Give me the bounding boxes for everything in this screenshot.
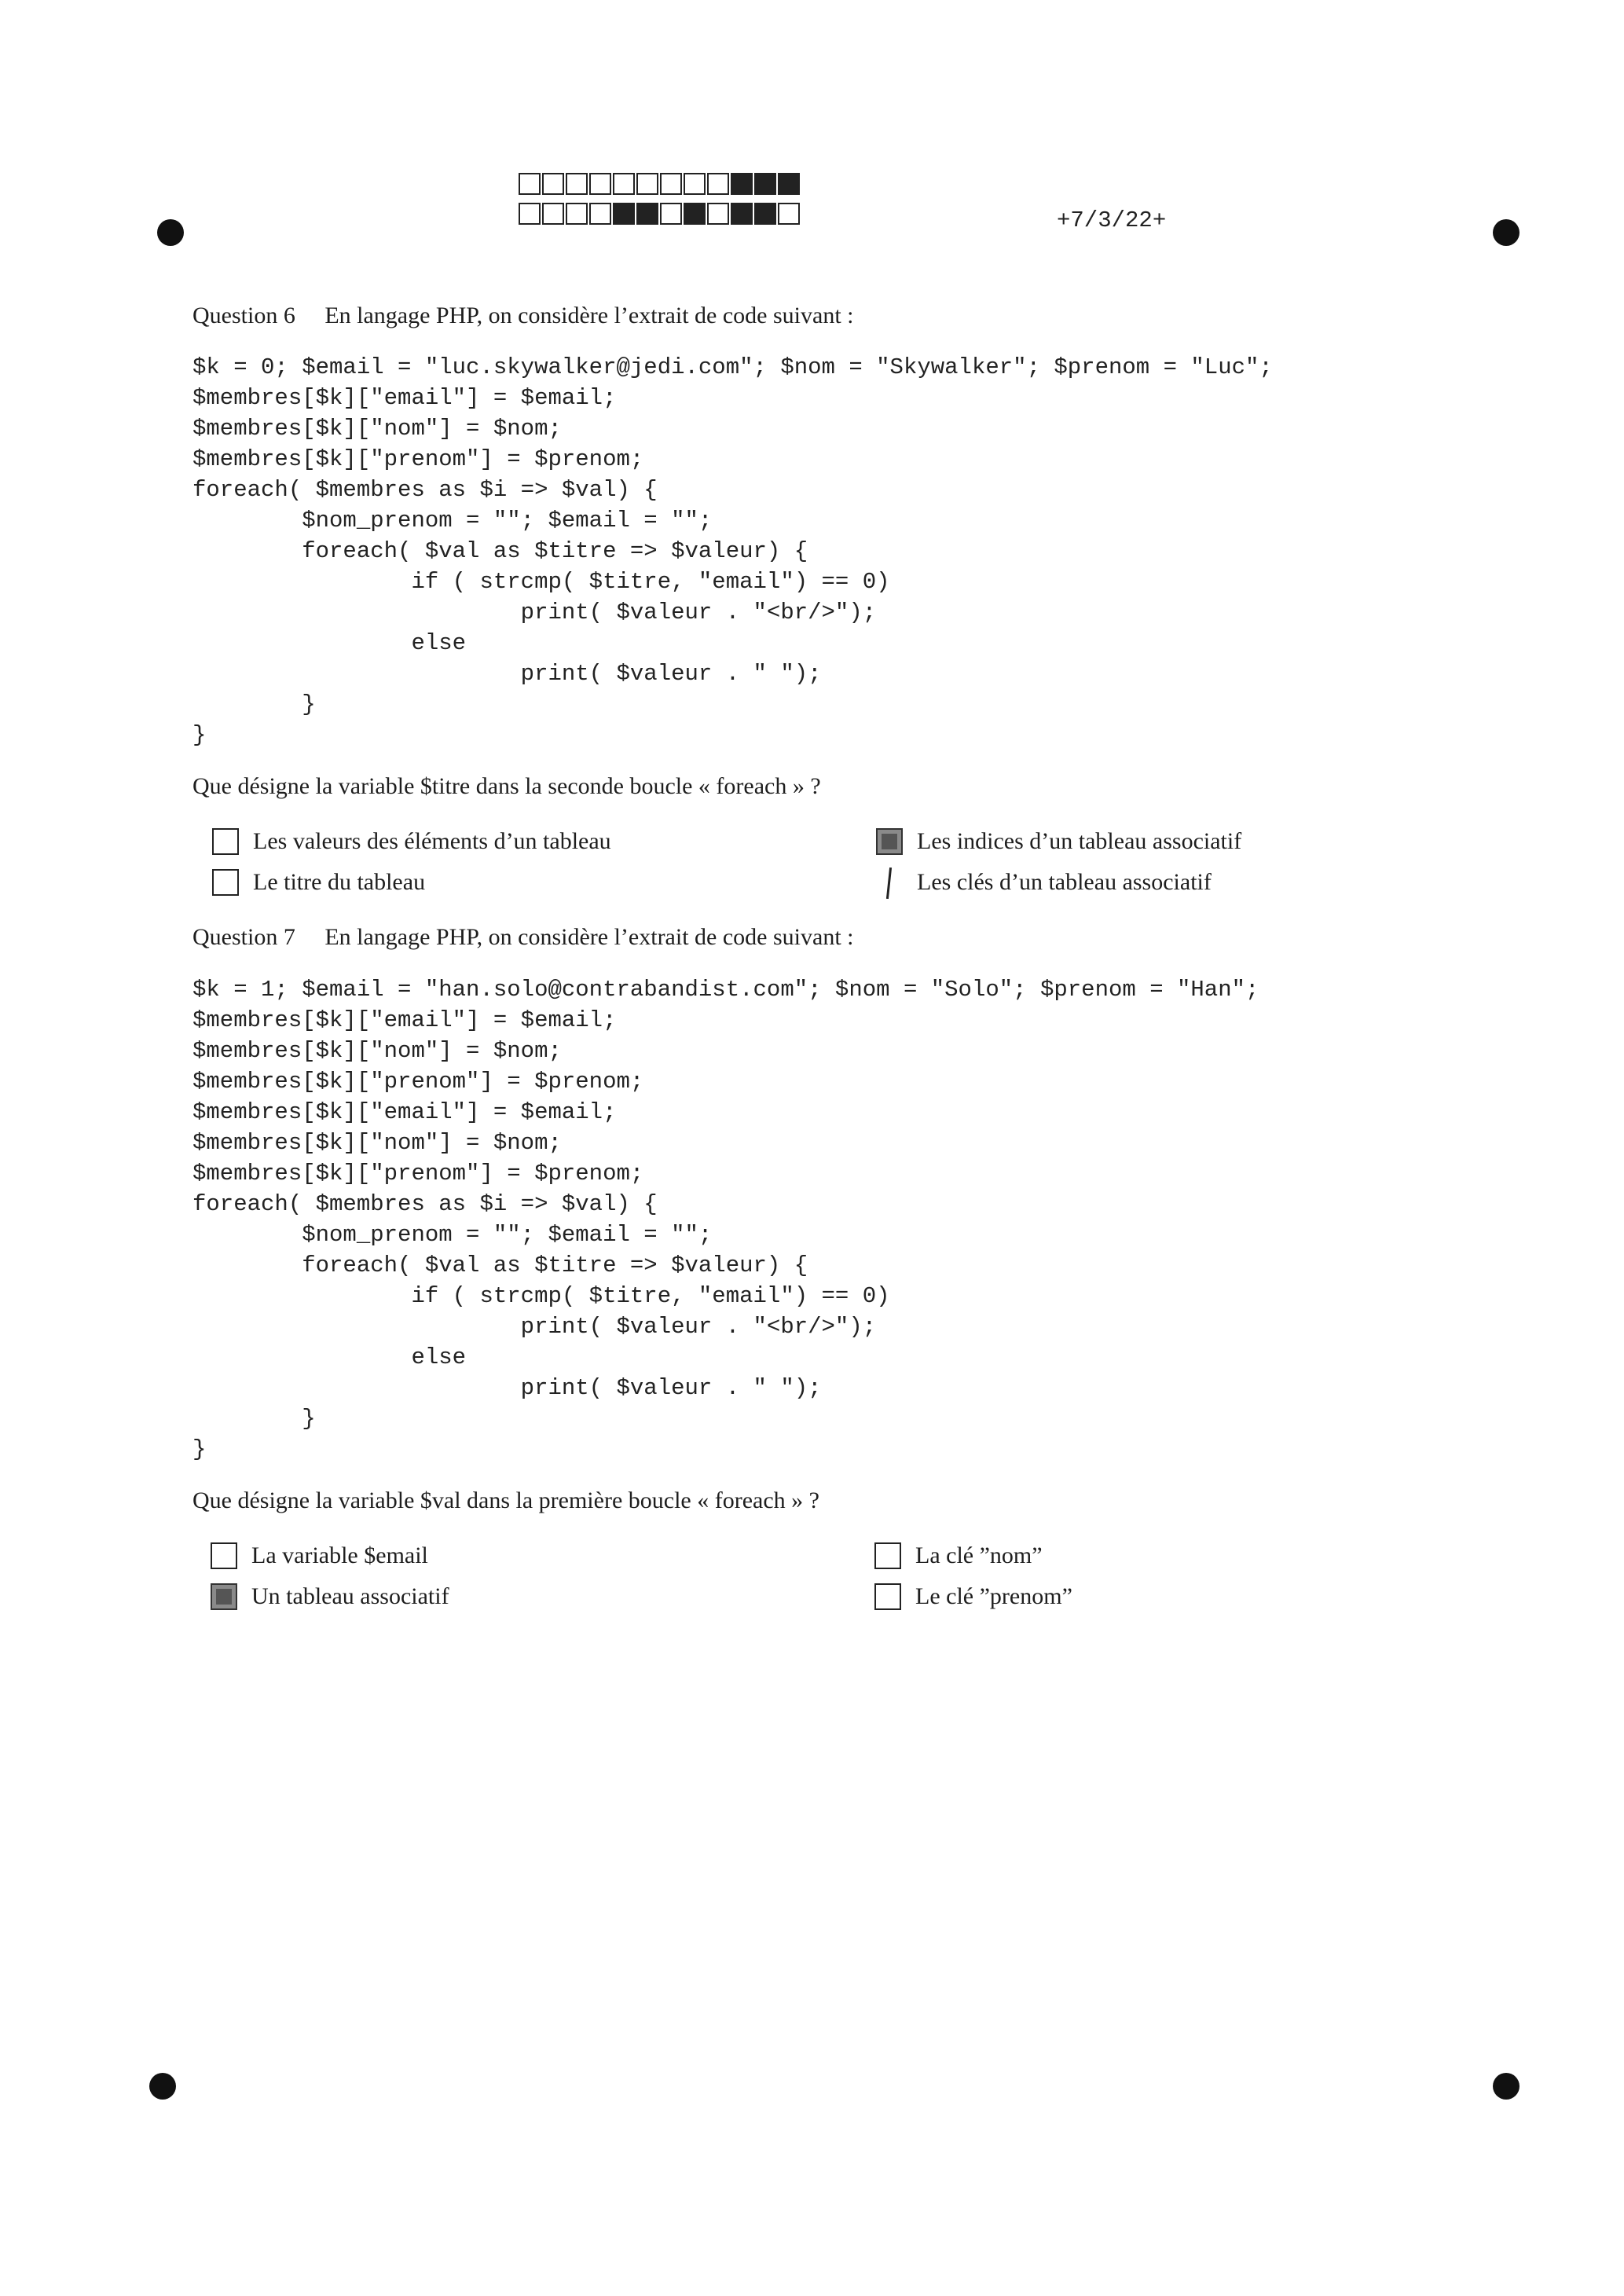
barcode-cell [566, 203, 588, 225]
checkbox[interactable] [211, 1583, 237, 1610]
checkbox[interactable] [211, 1542, 237, 1569]
question-7-choice-b[interactable] [874, 1542, 1043, 1569]
barcode-cell [707, 203, 729, 225]
choice-label: Un tableau associatif [251, 1583, 449, 1609]
question-6-title [192, 303, 853, 329]
question-6-choice-b[interactable] [876, 828, 1241, 855]
barcode-top-row [519, 173, 801, 195]
checkbox[interactable] [874, 1542, 901, 1569]
choice-label: Les indices d’un tableau associatif [917, 828, 1242, 854]
checkbox[interactable] [876, 869, 903, 896]
barcode-cell [519, 203, 541, 225]
question-7-number: Question 7 [192, 924, 295, 950]
registration-dot-top-right [1493, 219, 1520, 246]
question-7-title [192, 924, 853, 951]
barcode-cell [754, 203, 776, 225]
question-6-choice-a[interactable] [212, 828, 611, 855]
question-7-choice-c[interactable] [211, 1583, 449, 1610]
question-7-choice-d[interactable] [874, 1583, 1072, 1610]
choice-label: Les clés d’un tableau associatif [917, 869, 1212, 895]
choice-label: La variable $email [251, 1542, 428, 1568]
barcode-cell [731, 203, 753, 225]
question-6-intro: En langage PHP, on considère l’extrait de code suivant : [324, 303, 854, 328]
barcode-cell [542, 173, 564, 195]
barcode-cell [519, 173, 541, 195]
choice-label: La clé ”nom” [915, 1542, 1043, 1568]
choice-label: Le titre du tableau [253, 869, 426, 895]
barcode-bottom-row [519, 203, 801, 225]
question-6-prompt: Que désigne la variable $titre dans la seconde boucle « foreach » ? [192, 773, 821, 799]
registration-dot-bottom-right [1493, 2073, 1520, 2100]
barcode-cell [636, 173, 658, 195]
checkbox[interactable] [212, 869, 239, 896]
barcode-cell [778, 203, 800, 225]
question-6-code: $k = 0; $email = "luc.skywalker@jedi.com"; $nom = "Skywalker"; $prenom = "Luc"; $membres[$k]["email"] = $email; $membres[$k]["nom"] = $nom; $membres[$k]["prenom"] = $prenom; foreach( $membres as $i => $val) { $nom_prenom = ""; $email = ""; foreach( $val as $titre => $valeur) { if ( strcmp( $titre, "email") == 0) print( $valeur . "<br/>"); else print( $valeur . " "); } } [192, 354, 1273, 748]
barcode-cell [566, 173, 588, 195]
registration-dot-top-left [157, 219, 184, 246]
barcode-cell [778, 173, 800, 195]
barcode-cell [707, 173, 729, 195]
registration-dot-bottom-left [149, 2073, 176, 2100]
barcode-cell [589, 203, 611, 225]
question-7-intro: En langage PHP, on considère l’extrait de code suivant : [324, 924, 854, 950]
barcode-cell [613, 173, 635, 195]
page-code: +7/3/22+ [1057, 207, 1167, 233]
choice-label: Le clé ”prenom” [915, 1583, 1072, 1609]
barcode-cell [636, 203, 658, 225]
checkbox[interactable] [874, 1583, 901, 1610]
barcode-cell [660, 203, 682, 225]
question-6-number: Question 6 [192, 303, 295, 328]
checkbox[interactable] [876, 828, 903, 855]
question-7-choice-a[interactable] [211, 1542, 428, 1569]
checkbox[interactable] [212, 828, 239, 855]
question-6-choice-c[interactable] [212, 869, 425, 896]
barcode-cell [684, 203, 706, 225]
barcode-cell [684, 173, 706, 195]
question-6-choice-d[interactable] [876, 869, 1212, 896]
barcode-cell [731, 173, 753, 195]
question-7-code: $k = 1; $email = "han.solo@contrabandist.com"; $nom = "Solo"; $prenom = "Han"; $membres[$k]["email"] = $email; $membres[$k]["nom"] = $nom; $membres[$k]["prenom"] = $prenom; $membres[$k]["email"] = $email; $membres[$k]["nom"] = $nom; $membres[$k]["prenom"] = $prenom; foreach( $membres as $i => $val) { $nom_prenom = ""; $email = ""; foreach( $val as $titre => $valeur) { if ( strcmp( $titre, "email") == 0) print( $valeur . "<br/>"); else print( $valeur . " "); } } [192, 977, 1259, 1462]
choice-label: Les valeurs des éléments d’un tableau [253, 828, 611, 854]
barcode-cell [660, 173, 682, 195]
barcode-cell [542, 203, 564, 225]
barcode-cell [589, 173, 611, 195]
barcode-cell [754, 173, 776, 195]
question-7-prompt: Que désigne la variable $val dans la première boucle « foreach » ? [192, 1487, 819, 1513]
barcode-cell [613, 203, 635, 225]
